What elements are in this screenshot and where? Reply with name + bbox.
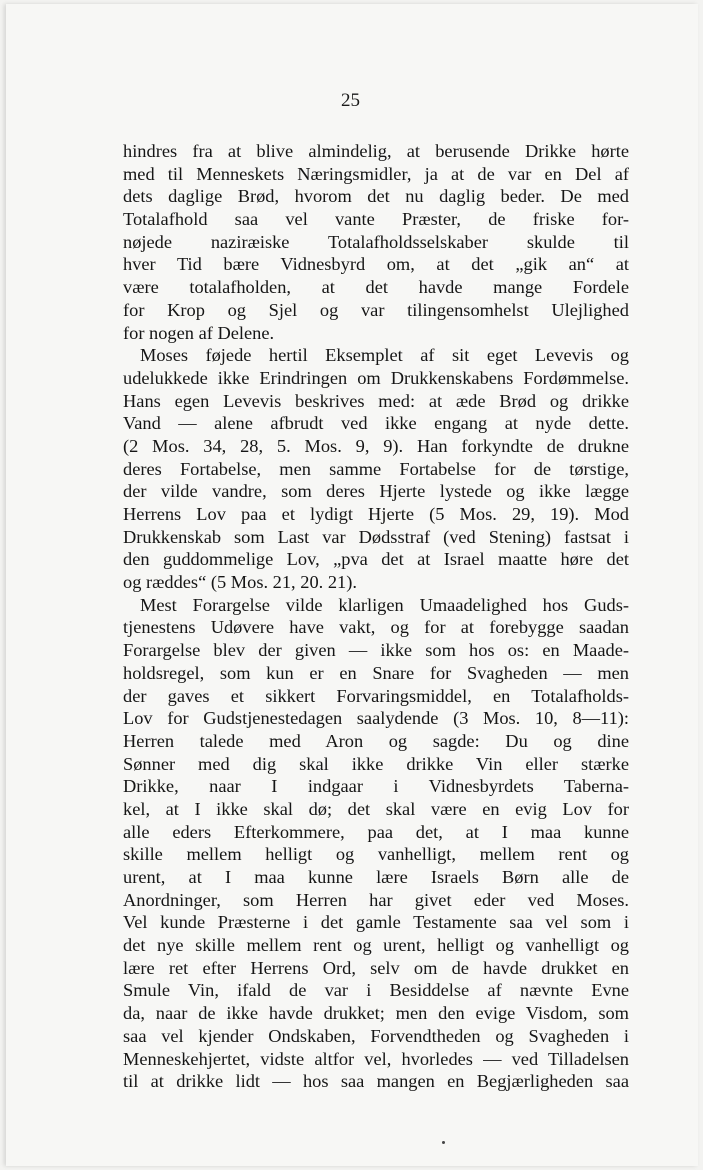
text-line: Totalafhold saa vel vante Præster, de friske for- — [123, 209, 629, 230]
text-line: nøjede naziræiske Totalafholdsselskaber skulde til — [123, 231, 629, 252]
text-line: den guddommelige Lov, „pva det at Israel maatte høre det — [123, 549, 629, 570]
book-page — [6, 4, 698, 1166]
text-line: for Krop og Sjel og var tilingensomhelst Ulejlighed — [123, 299, 629, 320]
text-line: Anordninger, som Herren har givet eder ved Moses. — [123, 889, 629, 910]
text-line: Sønner med dig skal ikke drikke Vin eller stærke — [123, 753, 629, 774]
text-line: tjenestens Udøvere have vakt, og for at forebygge saadan — [123, 617, 629, 638]
text-line: Herrens Lov paa et lydigt Hjerte (5 Mos. 29, 19). Mod — [123, 504, 629, 524]
text-line: da, naar de ikke havde drukket; men den evige Visdom, som — [123, 1003, 629, 1024]
print-speck — [442, 1141, 445, 1144]
text-line: og ræddes“ (5 Mos. 21, 20. 21). — [123, 572, 357, 593]
text-line: til at drikke lidt — hos saa mangen en Begjærligheden saa — [123, 1071, 629, 1092]
text-line: urent, at I maa kunne lære Israels Børn alle de — [123, 867, 629, 887]
text-line: Forargelse blev der given — ikke som hos os: en Maade- — [123, 640, 629, 661]
text-line: hindres fra at blive almindelig, at berusende Drikke hørte — [123, 141, 629, 161]
text-line: alle eders Efterkommere, paa det, at I maa kunne — [123, 821, 629, 842]
text-line: Vel kunde Præsterne i det gamle Testamente saa vel som i — [123, 912, 629, 933]
text-line: holdsregel, som kun er en Snare for Svagheden — men — [123, 662, 629, 683]
text-line: Moses føjede hertil Eksemplet af sit eget Levevis og — [140, 345, 629, 366]
text-line: der gaves et sikkert Forvaringsmiddel, en Totalafholds- — [123, 685, 629, 706]
page-number: 25 — [341, 90, 360, 111]
text-line: Lov for Gudstjenestedagen saalydende (3 Mos. 10, 8—11): — [123, 708, 629, 729]
text-line: det nye skille mellem rent og urent, helligt og vanhelligt og — [123, 935, 629, 956]
text-line: være totalafholden, at det havde mange Fordele — [123, 277, 629, 298]
body-text — [123, 140, 629, 1093]
text-line: deres Fortabelse, men samme Fortabelse for de tørstige, — [123, 458, 629, 479]
text-line: med til Menneskets Næringsmidler, ja at de var en Del af — [123, 163, 629, 184]
text-line: Menneskehjertet, vidste altfor vel, hvorledes — ved Tilladelsen — [123, 1048, 629, 1069]
text-line: der vilde vandre, som deres Hjerte lystede og ikke lægge — [123, 481, 629, 502]
text-line: skille mellem helligt og vanhelligt, mellem rent og — [123, 844, 629, 865]
text-line: saa vel kjender Ondskaben, Forvendtheden og Svagheden i — [123, 1025, 629, 1046]
text-line: hver Tid bære Vidnesbyrd om, at det „gik an“ at — [123, 254, 629, 275]
text-line: Mest Forargelse vilde klarligen Umaadelighed hos Guds- — [140, 594, 629, 615]
text-line: dets daglige Brød, hvorom det nu daglig beder. De med — [123, 186, 629, 207]
text-line: Vand — alene afbrudt ved ikke engang at nyde dette. — [123, 413, 629, 434]
text-line: Drikke, naar I indgaar i Vidnesbyrdets Taberna- — [123, 776, 629, 797]
text-line: for nogen af Delene. — [123, 322, 275, 343]
text-line: Drukkenskab som Last var Dødsstraf (ved Stening) fastsat i — [123, 526, 629, 547]
text-line: lære ret efter Herrens Ord, selv om de havde drukket en — [123, 957, 629, 978]
text-line: (2 Mos. 34, 28, 5. Mos. 9, 9). Han forkyndte de drukne — [123, 435, 629, 456]
text-line: Hans egen Levevis beskrives med: at æde Brød og drikke — [123, 390, 629, 411]
text-line: Herren talede med Aron og sagde: Du og dine — [123, 730, 629, 751]
text-line: kel, at I ikke skal dø; det skal være en evig Lov for — [123, 798, 629, 819]
text-line: Smule Vin, ifald de var i Besiddelse af nævnte Evne — [123, 980, 629, 1001]
text-line: udelukkede ikke Erindringen om Drukkenskabens Fordømmelse. — [123, 367, 629, 388]
